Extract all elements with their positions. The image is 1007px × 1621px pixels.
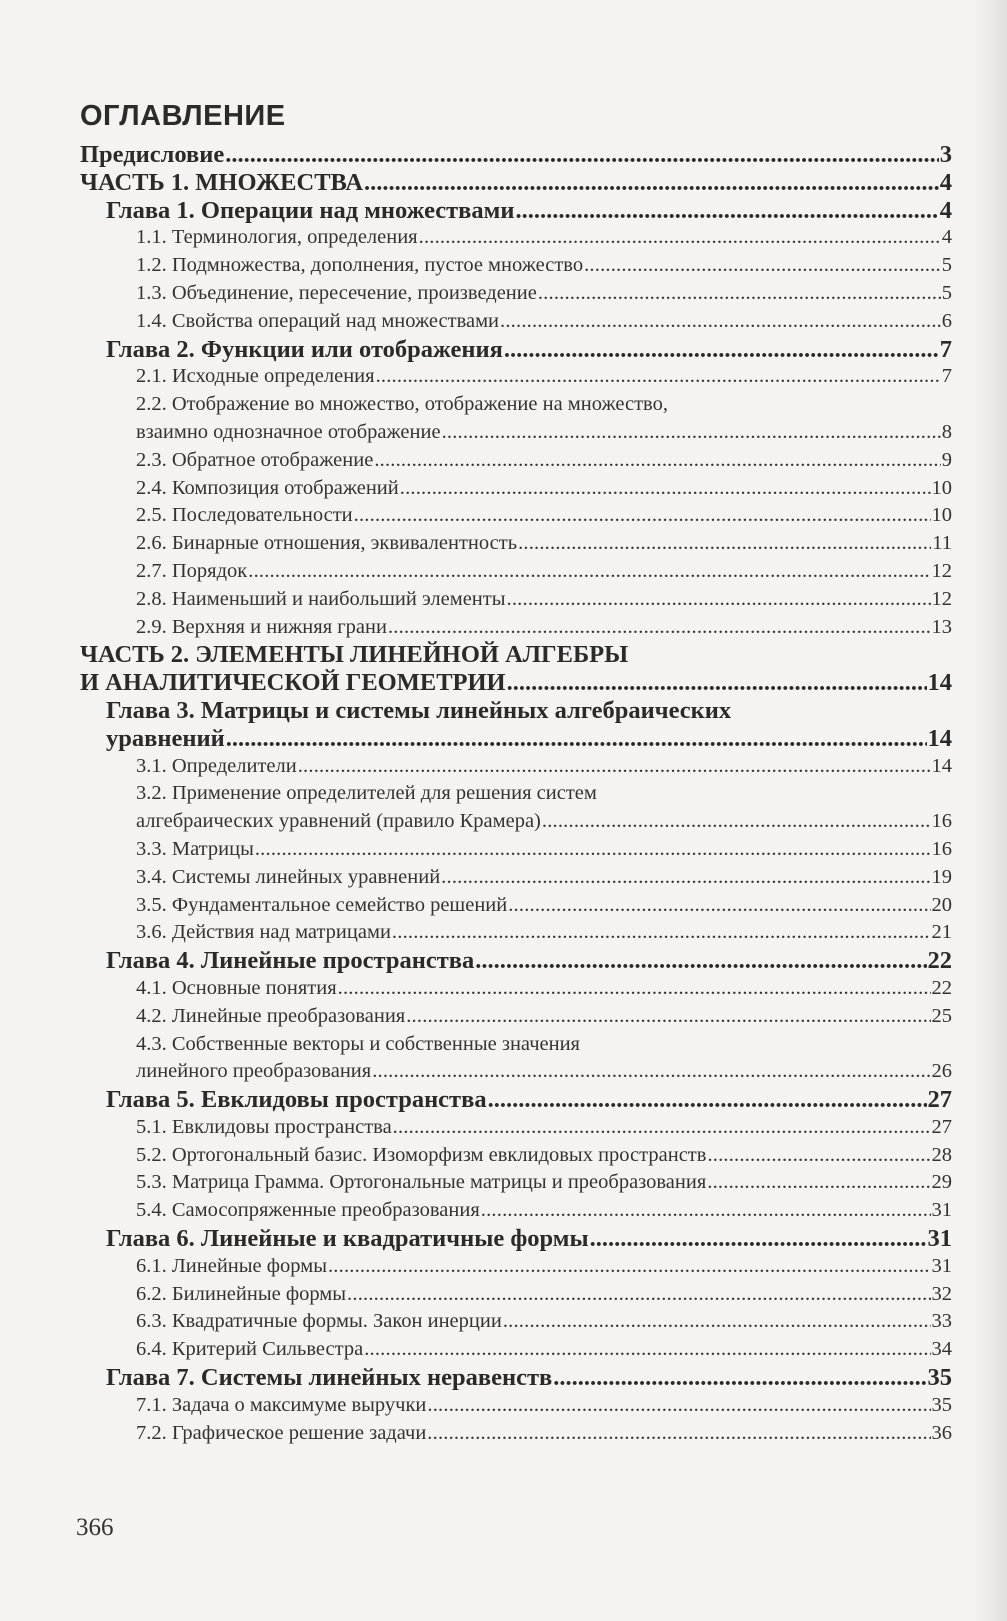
toc-entry-page: 22 <box>931 976 952 999</box>
toc-entry-page: 16 <box>931 810 952 833</box>
toc-entry-title: 3.3. Матрицы <box>136 837 254 860</box>
toc-section-entry[interactable] <box>80 1114 952 1142</box>
toc-section-entry[interactable] <box>80 975 952 1003</box>
toc-entry-title: 2.9. Верхняя и нижняя грани <box>136 615 387 638</box>
dot-leader <box>406 1003 930 1031</box>
toc-entry-page: 20 <box>931 893 952 916</box>
toc-entry-page: 12 <box>931 587 952 610</box>
toc-entry-title: 3.5. Фундаментальное семейство решений <box>136 893 508 916</box>
dot-leader <box>590 1225 927 1253</box>
toc-entry-page: 32 <box>931 1282 952 1305</box>
dot-leader <box>393 1114 931 1142</box>
toc-entry-page: 29 <box>931 1171 952 1194</box>
toc-section-entry[interactable] <box>80 558 952 586</box>
toc-section-entry[interactable] <box>80 502 952 530</box>
toc-entry-title: алгебраических уравнений (правило Крамера) <box>136 810 541 833</box>
dot-leader <box>441 864 930 892</box>
toc-section-entry[interactable] <box>80 308 952 336</box>
toc-entry-page: 14 <box>931 754 952 777</box>
toc-entry-page: 36 <box>931 1421 952 1444</box>
toc-entry-title: 2.8. Наименьший и наибольший элементы <box>136 587 506 610</box>
toc-entry-page: 9 <box>941 448 952 471</box>
toc-chapter-entry[interactable] <box>80 1225 952 1253</box>
toc-entry-title: линейного преобразования <box>136 1060 372 1083</box>
toc-section-entry[interactable] <box>80 1253 952 1281</box>
toc-entry-page: 19 <box>931 865 952 888</box>
toc-section-entry[interactable] <box>80 363 952 391</box>
dot-leader <box>372 1058 930 1086</box>
toc-entry-title: взаимно однозначное отображение <box>136 420 441 443</box>
toc-part-entry[interactable] <box>80 169 952 197</box>
toc-entry-title: И АНАЛИТИЧЕСКОЙ ГЕОМЕТРИИ <box>80 669 506 697</box>
toc-entry-page: 4 <box>939 168 952 196</box>
dot-leader <box>707 1169 930 1197</box>
toc-entry-page: 35 <box>931 1393 952 1416</box>
dot-leader <box>376 363 941 391</box>
dot-leader <box>553 1364 926 1392</box>
toc-entry-page: 14 <box>927 724 952 752</box>
dot-leader <box>504 336 939 364</box>
page-number: 366 <box>76 1514 114 1541</box>
toc-section-entry[interactable] <box>80 1003 952 1031</box>
dot-leader <box>507 586 931 614</box>
dot-leader <box>488 1086 927 1114</box>
toc-section-entry[interactable] <box>80 447 952 475</box>
dot-leader <box>248 558 930 586</box>
toc-section-entry[interactable] <box>80 1142 952 1170</box>
toc-entry-first-line: 2.2. Отображение во множество, отображение на множество, <box>136 393 668 416</box>
toc-entry-title: 2.7. Порядок <box>136 559 248 582</box>
toc-entry-title: Глава 4. Линейные пространства <box>106 947 475 975</box>
toc-entry-title: 5.4. Самосопряженные преобразования <box>136 1199 480 1222</box>
dot-leader <box>364 169 939 197</box>
toc-entry-page: 4 <box>941 226 952 249</box>
toc-chapter-entry[interactable] <box>80 336 952 364</box>
toc-entry-page: 11 <box>932 532 952 555</box>
dot-leader <box>508 892 930 920</box>
dot-leader <box>503 1308 931 1336</box>
dot-leader <box>518 530 931 558</box>
toc-entry-page: 25 <box>931 1004 952 1027</box>
toc-entry-title: 1.3. Объединение, пересечение, произведение <box>136 281 537 304</box>
toc-entry-title: 3.1. Определители <box>136 754 297 777</box>
toc-chapter-entry[interactable] <box>80 1086 952 1114</box>
dot-leader <box>392 919 931 947</box>
toc-entry-title: 5.1. Евклидовы пространства <box>136 1115 392 1138</box>
dot-leader <box>298 753 931 781</box>
toc-entry-title: 1.4. Свойства операций над множествами <box>136 309 500 332</box>
toc-chapter-entry[interactable] <box>80 947 952 975</box>
toc-entry-page: 16 <box>931 837 952 860</box>
dot-leader <box>515 197 938 225</box>
dot-leader <box>442 419 941 447</box>
toc-entry-page: 28 <box>931 1143 952 1166</box>
toc-entry-page: 7 <box>939 335 952 363</box>
toc-entry-page: 5 <box>941 254 952 277</box>
toc-entry-title: 4.2. Линейные преобразования <box>136 1004 406 1027</box>
toc-entry-page: 31 <box>931 1254 952 1277</box>
dot-leader <box>481 1197 931 1225</box>
toc-section-entry[interactable] <box>80 586 952 614</box>
toc-section-entry[interactable] <box>80 836 952 864</box>
toc-section-entry[interactable] <box>80 614 952 642</box>
toc-entry-title: Глава 5. Евклидовы пространства <box>106 1086 487 1114</box>
dot-leader <box>707 1142 930 1170</box>
toc-entry-page: 35 <box>927 1364 952 1392</box>
toc-section-entry[interactable] <box>80 1169 952 1197</box>
dot-leader <box>354 502 931 530</box>
dot-leader <box>584 252 941 280</box>
toc-entry-title: 6.2. Билинейные формы <box>136 1282 347 1305</box>
toc-entry-page: 8 <box>941 420 952 443</box>
toc-entry-title: ЧАСТЬ 1. МНОЖЕСТВА <box>80 168 364 196</box>
toc-section-entry[interactable] <box>80 1058 952 1086</box>
toc-entry-page: 14 <box>927 669 952 697</box>
toc-entry-page: 10 <box>931 476 952 499</box>
dot-leader <box>364 1336 930 1364</box>
toc-section-entry[interactable] <box>80 475 952 503</box>
dot-leader <box>226 725 927 753</box>
toc-heading: ОГЛАВЛЕНИЕ <box>80 100 286 132</box>
toc-entry-title: Глава 2. Функции или отображения <box>106 335 503 363</box>
toc-entry-title: 2.5. Последовательности <box>136 504 353 527</box>
dot-leader <box>542 808 931 836</box>
dot-leader <box>538 280 941 308</box>
toc-chapter-entry[interactable] <box>80 1364 952 1392</box>
dot-leader <box>427 1392 930 1420</box>
toc-entry-page: 31 <box>931 1199 952 1222</box>
toc-entry-first-line: ЧАСТЬ 2. ЭЛЕМЕНТЫ ЛИНЕЙНОЙ АЛГЕБРЫ <box>80 641 629 669</box>
dot-leader <box>347 1281 930 1309</box>
toc-chapter-entry[interactable] <box>80 197 952 225</box>
toc-entry-first-line: 3.2. Применение определителей для решения систем <box>136 782 597 805</box>
toc-entry-first-line: 4.3. Собственные векторы и собственные значения <box>136 1032 580 1055</box>
toc-section-entry[interactable] <box>80 224 952 252</box>
toc-entry-title: 1.1. Терминология, определения <box>136 226 418 249</box>
toc-entry-title: 5.2. Ортогональный базис. Изоморфизм евклидовых пространств <box>136 1143 707 1166</box>
dot-leader <box>400 475 931 503</box>
toc-section-entry[interactable] <box>80 1420 952 1448</box>
dot-leader <box>338 975 931 1003</box>
toc-section-entry[interactable] <box>80 919 952 947</box>
toc-entry-page: 6 <box>941 309 952 332</box>
dot-leader <box>507 669 927 697</box>
toc-section-entry[interactable] <box>80 753 952 781</box>
toc-section-entry[interactable] <box>80 1392 952 1420</box>
toc-entry-title: 2.4. Композиция отображений <box>136 476 399 499</box>
toc-entry-page: 5 <box>941 281 952 304</box>
dot-leader <box>500 308 941 336</box>
toc-section-entry[interactable] <box>80 1197 952 1225</box>
dot-leader <box>255 836 931 864</box>
toc-section-entry[interactable] <box>80 280 952 308</box>
toc-entry-title: 2.6. Бинарные отношения, эквивалентность <box>136 532 518 555</box>
toc-section-entry[interactable] <box>80 892 952 920</box>
toc-entry-title: 7.1. Задача о максимуме выручки <box>136 1393 427 1416</box>
toc-section-entry[interactable] <box>80 808 952 836</box>
dot-leader <box>328 1253 931 1281</box>
toc-entry-page: 10 <box>931 504 952 527</box>
toc-section-entry[interactable] <box>80 1281 952 1309</box>
toc-entry-title: Глава 7. Системы линейных неравенств <box>106 1364 553 1392</box>
toc-entry-page: 34 <box>931 1338 952 1361</box>
toc-entry-page: 22 <box>927 947 952 975</box>
toc-part-entry[interactable] <box>80 669 952 697</box>
toc-entry-title: Глава 1. Операции над множествами <box>106 196 515 224</box>
toc-section-entry[interactable] <box>80 864 952 892</box>
toc-entry-page: 33 <box>931 1310 952 1333</box>
toc-entry-title: 6.1. Линейные формы <box>136 1254 327 1277</box>
toc-entry-title: 5.3. Матрица Грамма. Ортогональные матрицы и преобразования <box>136 1171 707 1194</box>
toc-entry-first-line: Глава 3. Матрицы и системы линейных алгебраических <box>106 696 732 724</box>
toc-section-entry[interactable] <box>80 1336 952 1364</box>
toc-entry-page: 13 <box>931 615 952 638</box>
dot-leader <box>388 614 931 642</box>
toc-entry-title: Глава 6. Линейные и квадратичные формы <box>106 1225 589 1253</box>
toc-entry-page: 3 <box>939 141 952 168</box>
toc-part-entry[interactable] <box>80 141 952 169</box>
toc-entry-title: 7.2. Графическое решение задачи <box>136 1421 427 1444</box>
toc-entry-title: 2.3. Обратное отображение <box>136 448 374 471</box>
dot-leader <box>225 141 939 169</box>
toc-section-entry[interactable] <box>80 1308 952 1336</box>
toc-entry-title: 1.2. Подмножества, дополнения, пустое множество <box>136 254 584 277</box>
dot-leader <box>374 447 940 475</box>
toc-entry-page: 4 <box>939 196 952 224</box>
toc-entry-title: уравнений <box>106 724 225 752</box>
toc-entry-page: 31 <box>927 1225 952 1253</box>
toc-entry-title: 3.6. Действия над матрицами <box>136 921 391 944</box>
toc-entry-title: 6.3. Квадратичные формы. Закон инерции <box>136 1310 502 1333</box>
toc-entry-title: 3.4. Системы линейных уравнений <box>136 865 441 888</box>
toc-entry-page: 12 <box>931 559 952 582</box>
dot-leader <box>427 1420 930 1448</box>
page-edge-shadow <box>973 0 1007 1621</box>
toc-entry-title: 6.4. Критерий Сильвестра <box>136 1338 364 1361</box>
toc-entry-page: 27 <box>931 1115 952 1138</box>
toc-entry-page: 7 <box>941 365 952 388</box>
table-of-contents <box>80 141 952 1447</box>
toc-section-entry[interactable] <box>80 252 952 280</box>
toc-section-entry[interactable] <box>80 419 952 447</box>
toc-entry-page: 27 <box>927 1086 952 1114</box>
toc-section-entry[interactable] <box>80 530 952 558</box>
toc-entry-title: 2.1. Исходные определения <box>136 365 375 388</box>
dot-leader <box>419 224 941 252</box>
toc-entry-title: Предисловие <box>80 141 225 168</box>
toc-entry-page: 21 <box>931 921 952 944</box>
toc-chapter-entry[interactable] <box>80 725 952 753</box>
toc-entry-page: 26 <box>931 1060 952 1083</box>
dot-leader <box>475 947 926 975</box>
toc-entry-title: 4.1. Основные понятия <box>136 976 337 999</box>
